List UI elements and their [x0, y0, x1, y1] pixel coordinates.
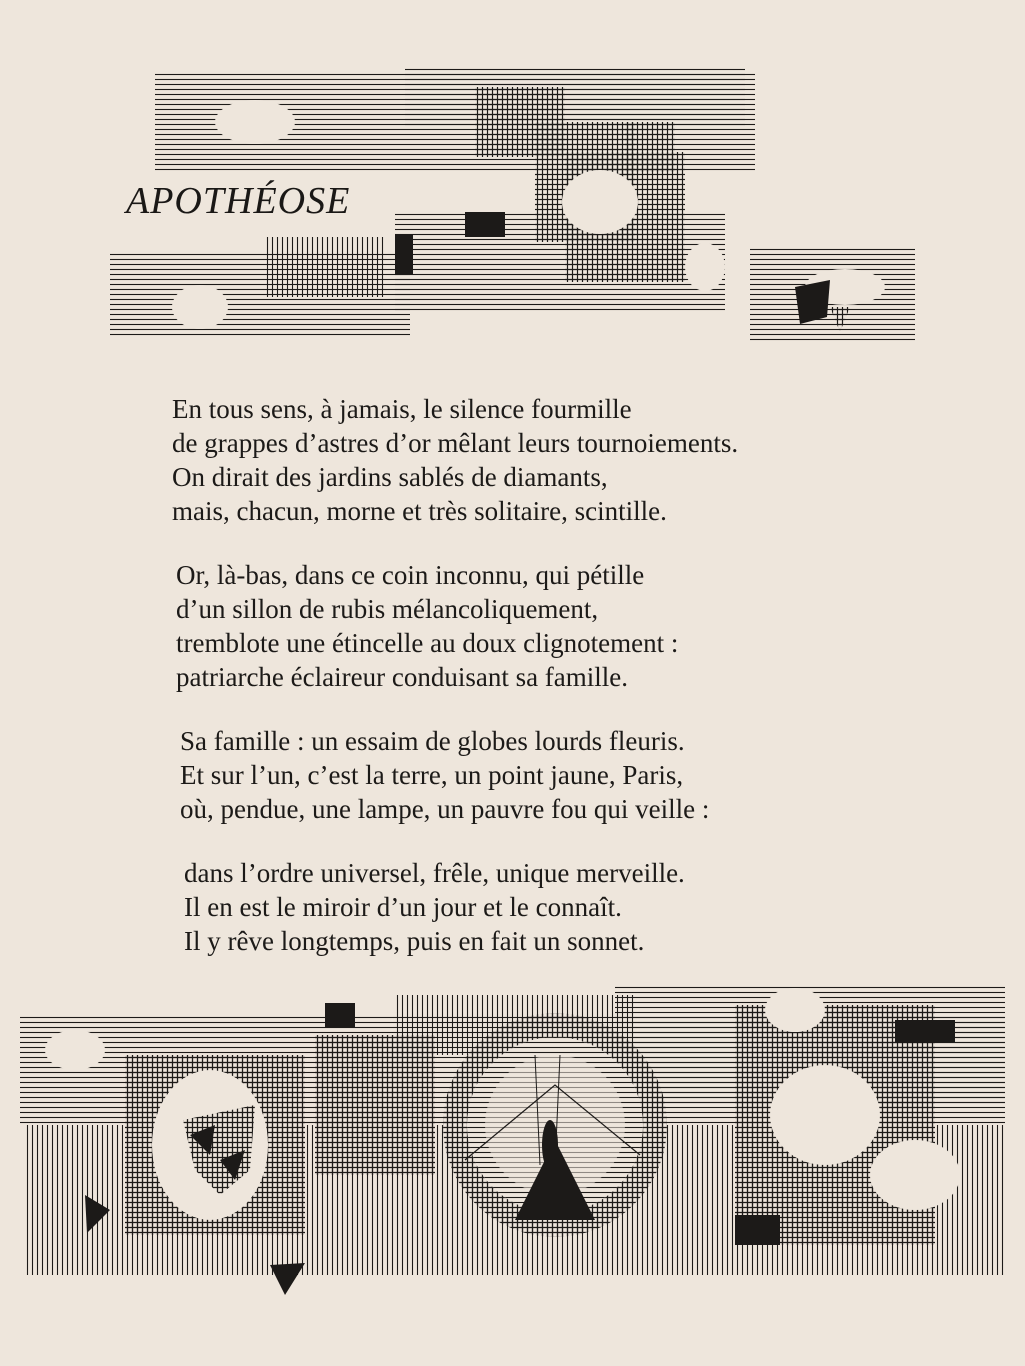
poem-line: En tous sens, à jamais, le silence fourmille	[172, 394, 632, 424]
poem-line: Sa famille : un essaim de globes lourds fleuris.	[180, 726, 685, 756]
stanza-2	[172, 558, 892, 694]
poem-line: Il y rêve longtemps, puis en fait un sonnet.	[184, 926, 645, 956]
poem-body	[172, 392, 892, 988]
poem-title: APOTHÉOSE	[124, 178, 356, 224]
poem-line: patriarche éclaireur conduisant sa famille.	[176, 662, 629, 692]
poem-line: d’un sillon de rubis mélancoliquement,	[176, 594, 599, 624]
stanza-4	[172, 856, 892, 958]
stanza-1	[172, 392, 892, 528]
stanza-3	[172, 724, 892, 826]
poem-line: de grappes d’astres d’or mêlant leurs tournoiements.	[172, 428, 739, 458]
poem-line: On dirait des jardins sablés de diamants,	[172, 462, 608, 492]
engraving-bottom-illustration	[15, 965, 1010, 1325]
poem-line: Or, là-bas, dans ce coin inconnu, qui pétille	[176, 560, 645, 590]
poem-line: tremblote une étincelle au doux clignotement :	[176, 628, 679, 658]
poem-line: dans l’ordre universel, frêle, unique merveille.	[184, 858, 685, 888]
poem-line: où, pendue, une lampe, un pauvre fou qui veille :	[180, 794, 710, 824]
poem-line: Il en est le miroir d’un jour et le connaît.	[184, 892, 622, 922]
poem-line: Et sur l’un, c’est la terre, un point jaune, Paris,	[180, 760, 684, 790]
poem-line: mais, chacun, morne et très solitaire, scintille.	[172, 496, 667, 526]
